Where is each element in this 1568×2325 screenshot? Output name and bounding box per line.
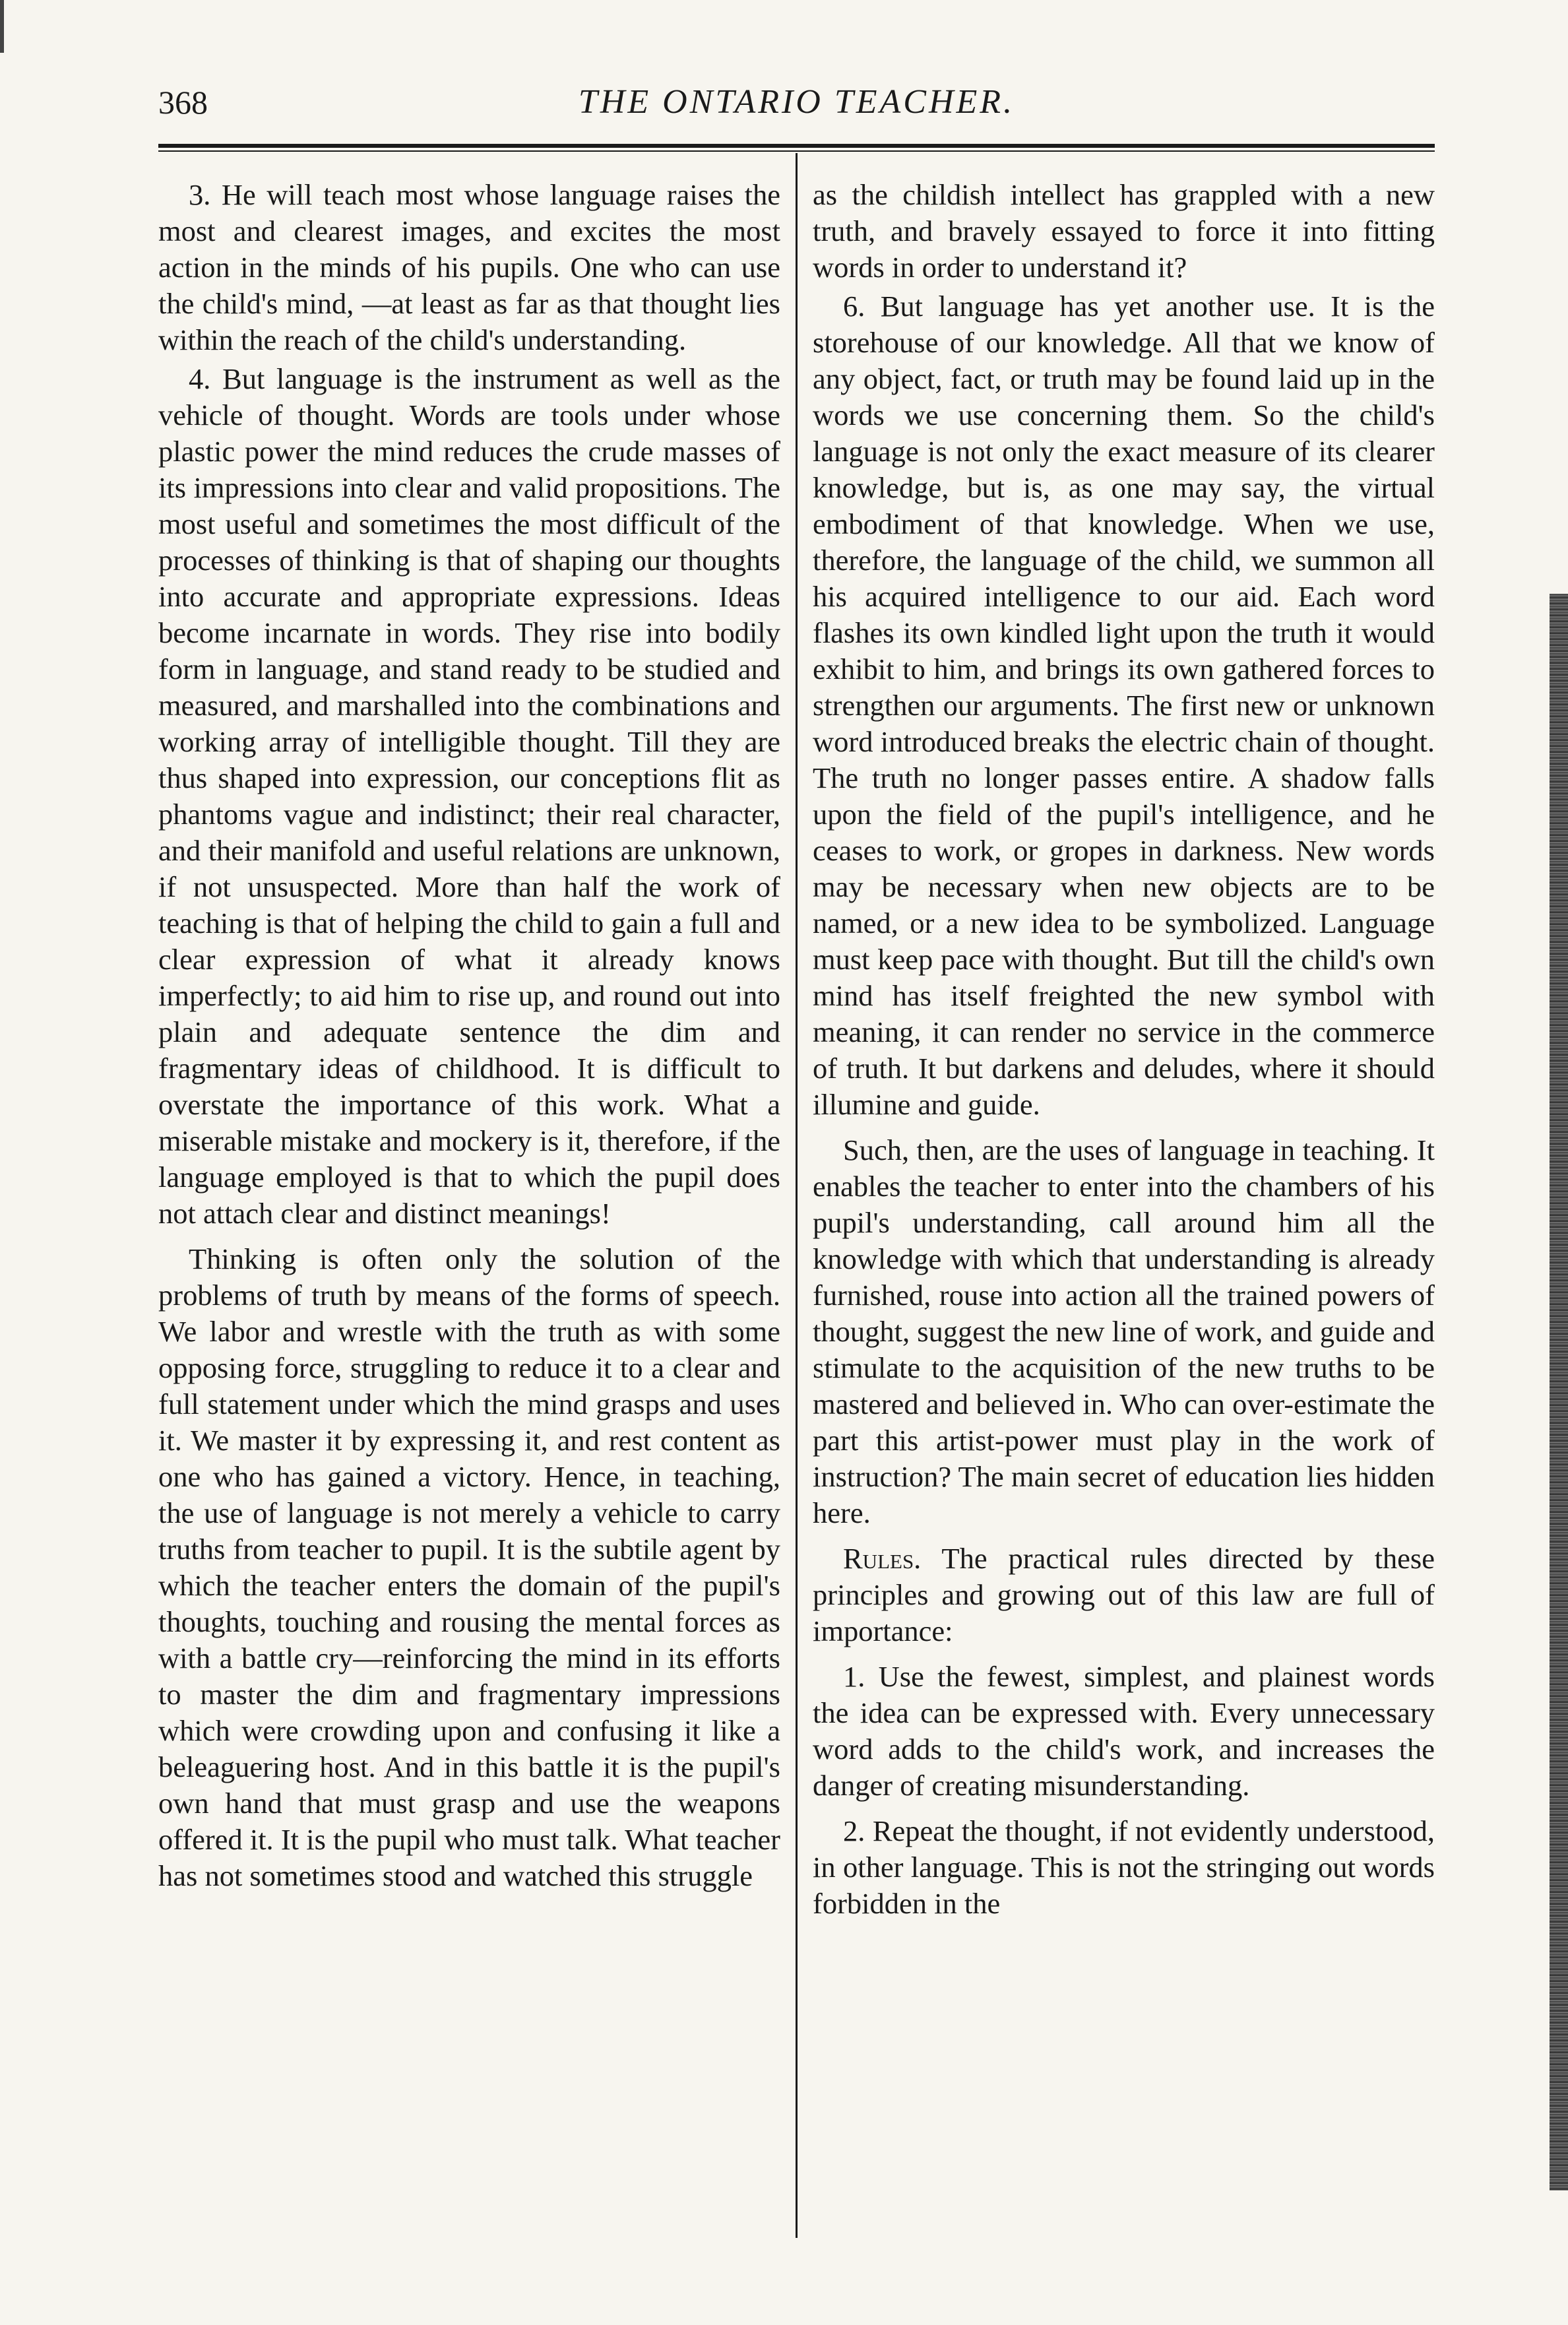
paragraph: Thinking is often only the solution of the problems of truth by means of the forms of speech. We labor and wrestle with the truth as with some opposing force, struggling to reduce it to a clear and full statement under which the mind grasps and uses it. We master it by expressing it, and rest content as one who has gained a victory. Hence, in teaching, the use of language is not merely a vehicle to carry truths from teacher to pupil. It is the subtile agent by which the teacher enters the domain of the pupil's thoughts, touching and rousing the mental forces as with a battle cry—reinforcing the mind in its efforts to master the dim and fragmentary impressions which were crowding upon and confusing it like a beleaguering host. And in this battle it is the pupil's own hand that must grasp and use the weapons offered it. It is the pupil who must talk. What teacher has not sometimes stood and watched this struggle (158, 1242, 780, 1892)
left-column (158, 177, 780, 2235)
paragraph: 2. Repeat the thought, if not evidently understood, in other language. This is not the stringing out words forbidden in the (813, 1814, 1435, 1920)
scan-edge-mark (0, 0, 4, 53)
right-column (813, 177, 1435, 2235)
page-number: 368 (158, 84, 208, 121)
paragraph: Such, then, are the uses of language in teaching. It enables the teacher to enter into the chambers of his pupil's understanding, call around him all the knowledge with which that understanding is already furnished, rouse into action all the trained powers of thought, suggest the new line of work, and guide and stimulate to the acquisition of the new truths to be mastered and believed in. Who can over-estimate the part this artist-power must play in the work of instruction? The main secret of education lies hidden here. (813, 1133, 1435, 1529)
rules-intro: The practical rules directed by these principles and growing out of this law are full of importance: (813, 1542, 1435, 1647)
running-head: THE ONTARIO TEACHER. (578, 83, 1015, 121)
paragraph: as the childish intellect has grappled with a new truth, and bravely essayed to force it into fitting words in order to understand it? (813, 178, 1435, 284)
column-divider (796, 153, 798, 2238)
paragraph: 4. But language is the instrument as well as the vehicle of thought. Words are tools under whose plastic power the mind reduces the crude masses of its impressions into clear and valid propositions. The most useful and sometimes the most difficult of the processes of thinking is that of shaping our thoughts into accurate and appropriate expressions. Ideas become incarnate in words. They rise into bodily form in language, and stand ready to be studied and measured, and marshalled into the combinations and working array of intelligible thought. Till they are thus shaped into expression, our conceptions flit as phantoms vague and indistinct; their real character, and their manifold and useful relations are unknown, if not unsuspected. More than half the work of teaching is that of helping the child to gain a full and clear expression of what it already knows imperfectly; to aid him to rise up, and round out into plain and adequate sentence the dim and fragmentary ideas of childhood. It is difficult to overstate the importance of this work. What a miserable mistake and mockery is it, therefore, if the language employed is that to which the pupil does not attach clear and distinct meanings! (158, 362, 780, 1230)
paragraph: 1. Use the fewest, simplest, and plainest words the idea can be expressed with. Every unnecessary word adds to the child's work, and increases the danger of creating misunderstanding. (813, 1660, 1435, 1802)
page-header (158, 79, 1435, 125)
paragraph: 6. But language has yet another use. It is the storehouse of our knowledge. All that we know of any object, fact, or truth may be found laid up in the words we use concerning them. So the child's language is not only the exact measure of its clearer knowledge, but is, as one may say, the virtual embodiment of that knowledge. When we use, therefore, the language of the child, we summon all his acquired intelligence to our aid. Each word flashes its own kindled light upon the truth it would exhibit to him, and brings its own gathered forces to strengthen our arguments. The first new or unknown word introduced breaks the electric chain of thought. The truth no longer passes entire. A shadow falls upon the field of the pupil's intelligence, and he ceases to work, or gropes in darkness. New words may be necessary when new objects are to be named, or a new idea to be symbolized. Language must keep pace with thought. But till the child's own mind has itself freighted the new symbol with meaning, it can render no service in the commerce of truth. It but darkens and deludes, where it should illumine and guide. (813, 290, 1435, 1121)
paragraph: 3. He will teach most whose language raises the most and clearest images, and excites the most action in the minds of his pupils. One who can use the child's mind, —at least as far as that thought lies within the reach of the child's understanding. (158, 178, 780, 356)
rules-heading: Rules. (843, 1542, 922, 1575)
scan-edge-noise (1550, 594, 1568, 2190)
header-rule (158, 144, 1435, 148)
paragraph-rules (813, 1541, 1435, 1649)
